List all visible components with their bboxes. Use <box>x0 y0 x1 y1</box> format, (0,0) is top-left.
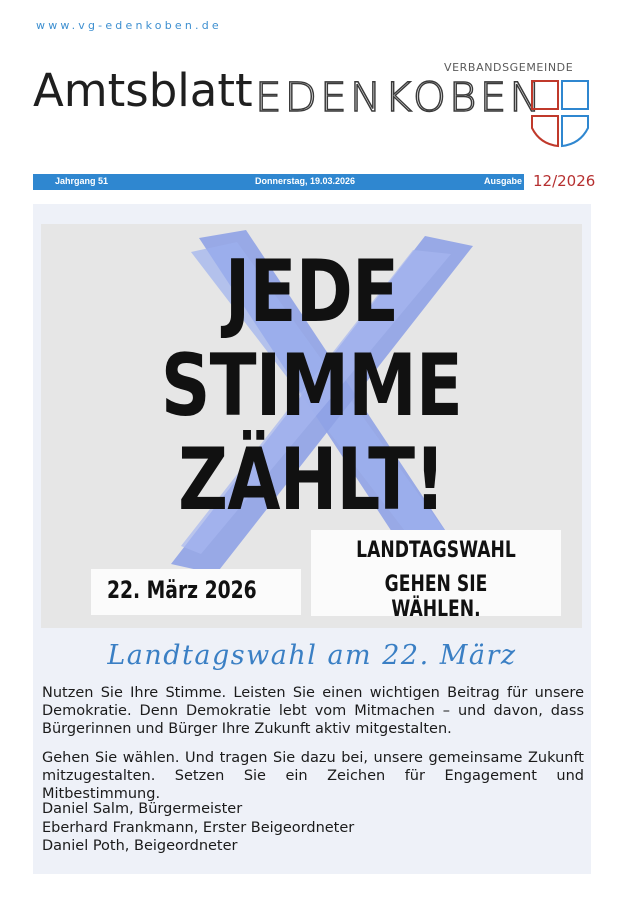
issue-number: 12/2026 <box>533 172 596 190</box>
signature-block <box>42 800 354 856</box>
signature-line: Daniel Poth, Beigeordneter <box>42 838 238 854</box>
poster-date: 22. März 2026 <box>107 576 257 604</box>
volume-label: Jahrgang 51 <box>55 176 109 186</box>
issue-label: Ausgabe <box>484 176 523 186</box>
poster-line-3: ZÄHLT! <box>178 430 445 530</box>
poster-call-to-vote: GEHEN SIE WÄHLEN. <box>384 572 488 622</box>
brand-subtitle: VERBANDSGEMEINDE <box>444 61 574 74</box>
issue-info-bar <box>33 174 524 190</box>
poster-landtagswahl: LANDTAGSWAHL <box>356 538 516 563</box>
poster-line-1: JEDE <box>224 242 399 342</box>
poster-line-2: STIMME <box>160 336 463 436</box>
issue-date: Donnerstag, 19.03.2026 <box>255 176 356 186</box>
signature-line: Daniel Salm, Bürgermeister <box>42 801 243 817</box>
article-headline: Landtagswahl am 22. März <box>107 640 517 671</box>
masthead-title: Amtsblatt <box>33 64 253 117</box>
election-poster <box>41 224 582 628</box>
brand-wordmark: EDENKOBEN <box>255 75 544 121</box>
signature-line: Eberhard Frankmann, Erster Beigeordneter <box>42 819 355 836</box>
website-url[interactable]: www.vg-edenkoben.de <box>36 19 222 32</box>
coat-of-arms-icon <box>530 80 592 150</box>
article-card <box>33 204 591 874</box>
article-paragraph-1: Nutzen Sie Ihre Stimme. Leisten Sie einen wichtigen Beitrag für unsere Demokratie. Denn Demokratie lebt vom Mitmachen – und davon, dass Bürgerinnen und Bürger Ihre Zukunft aktiv mitgestalten. <box>42 685 584 737</box>
article-paragraph-2: Gehen Sie wählen. Und tragen Sie dazu bei, unsere gemeinsame Zukunft mitzugestalten. Setzen Sie ein Zeichen für Engagement und Mitbestimmung. <box>42 750 584 802</box>
